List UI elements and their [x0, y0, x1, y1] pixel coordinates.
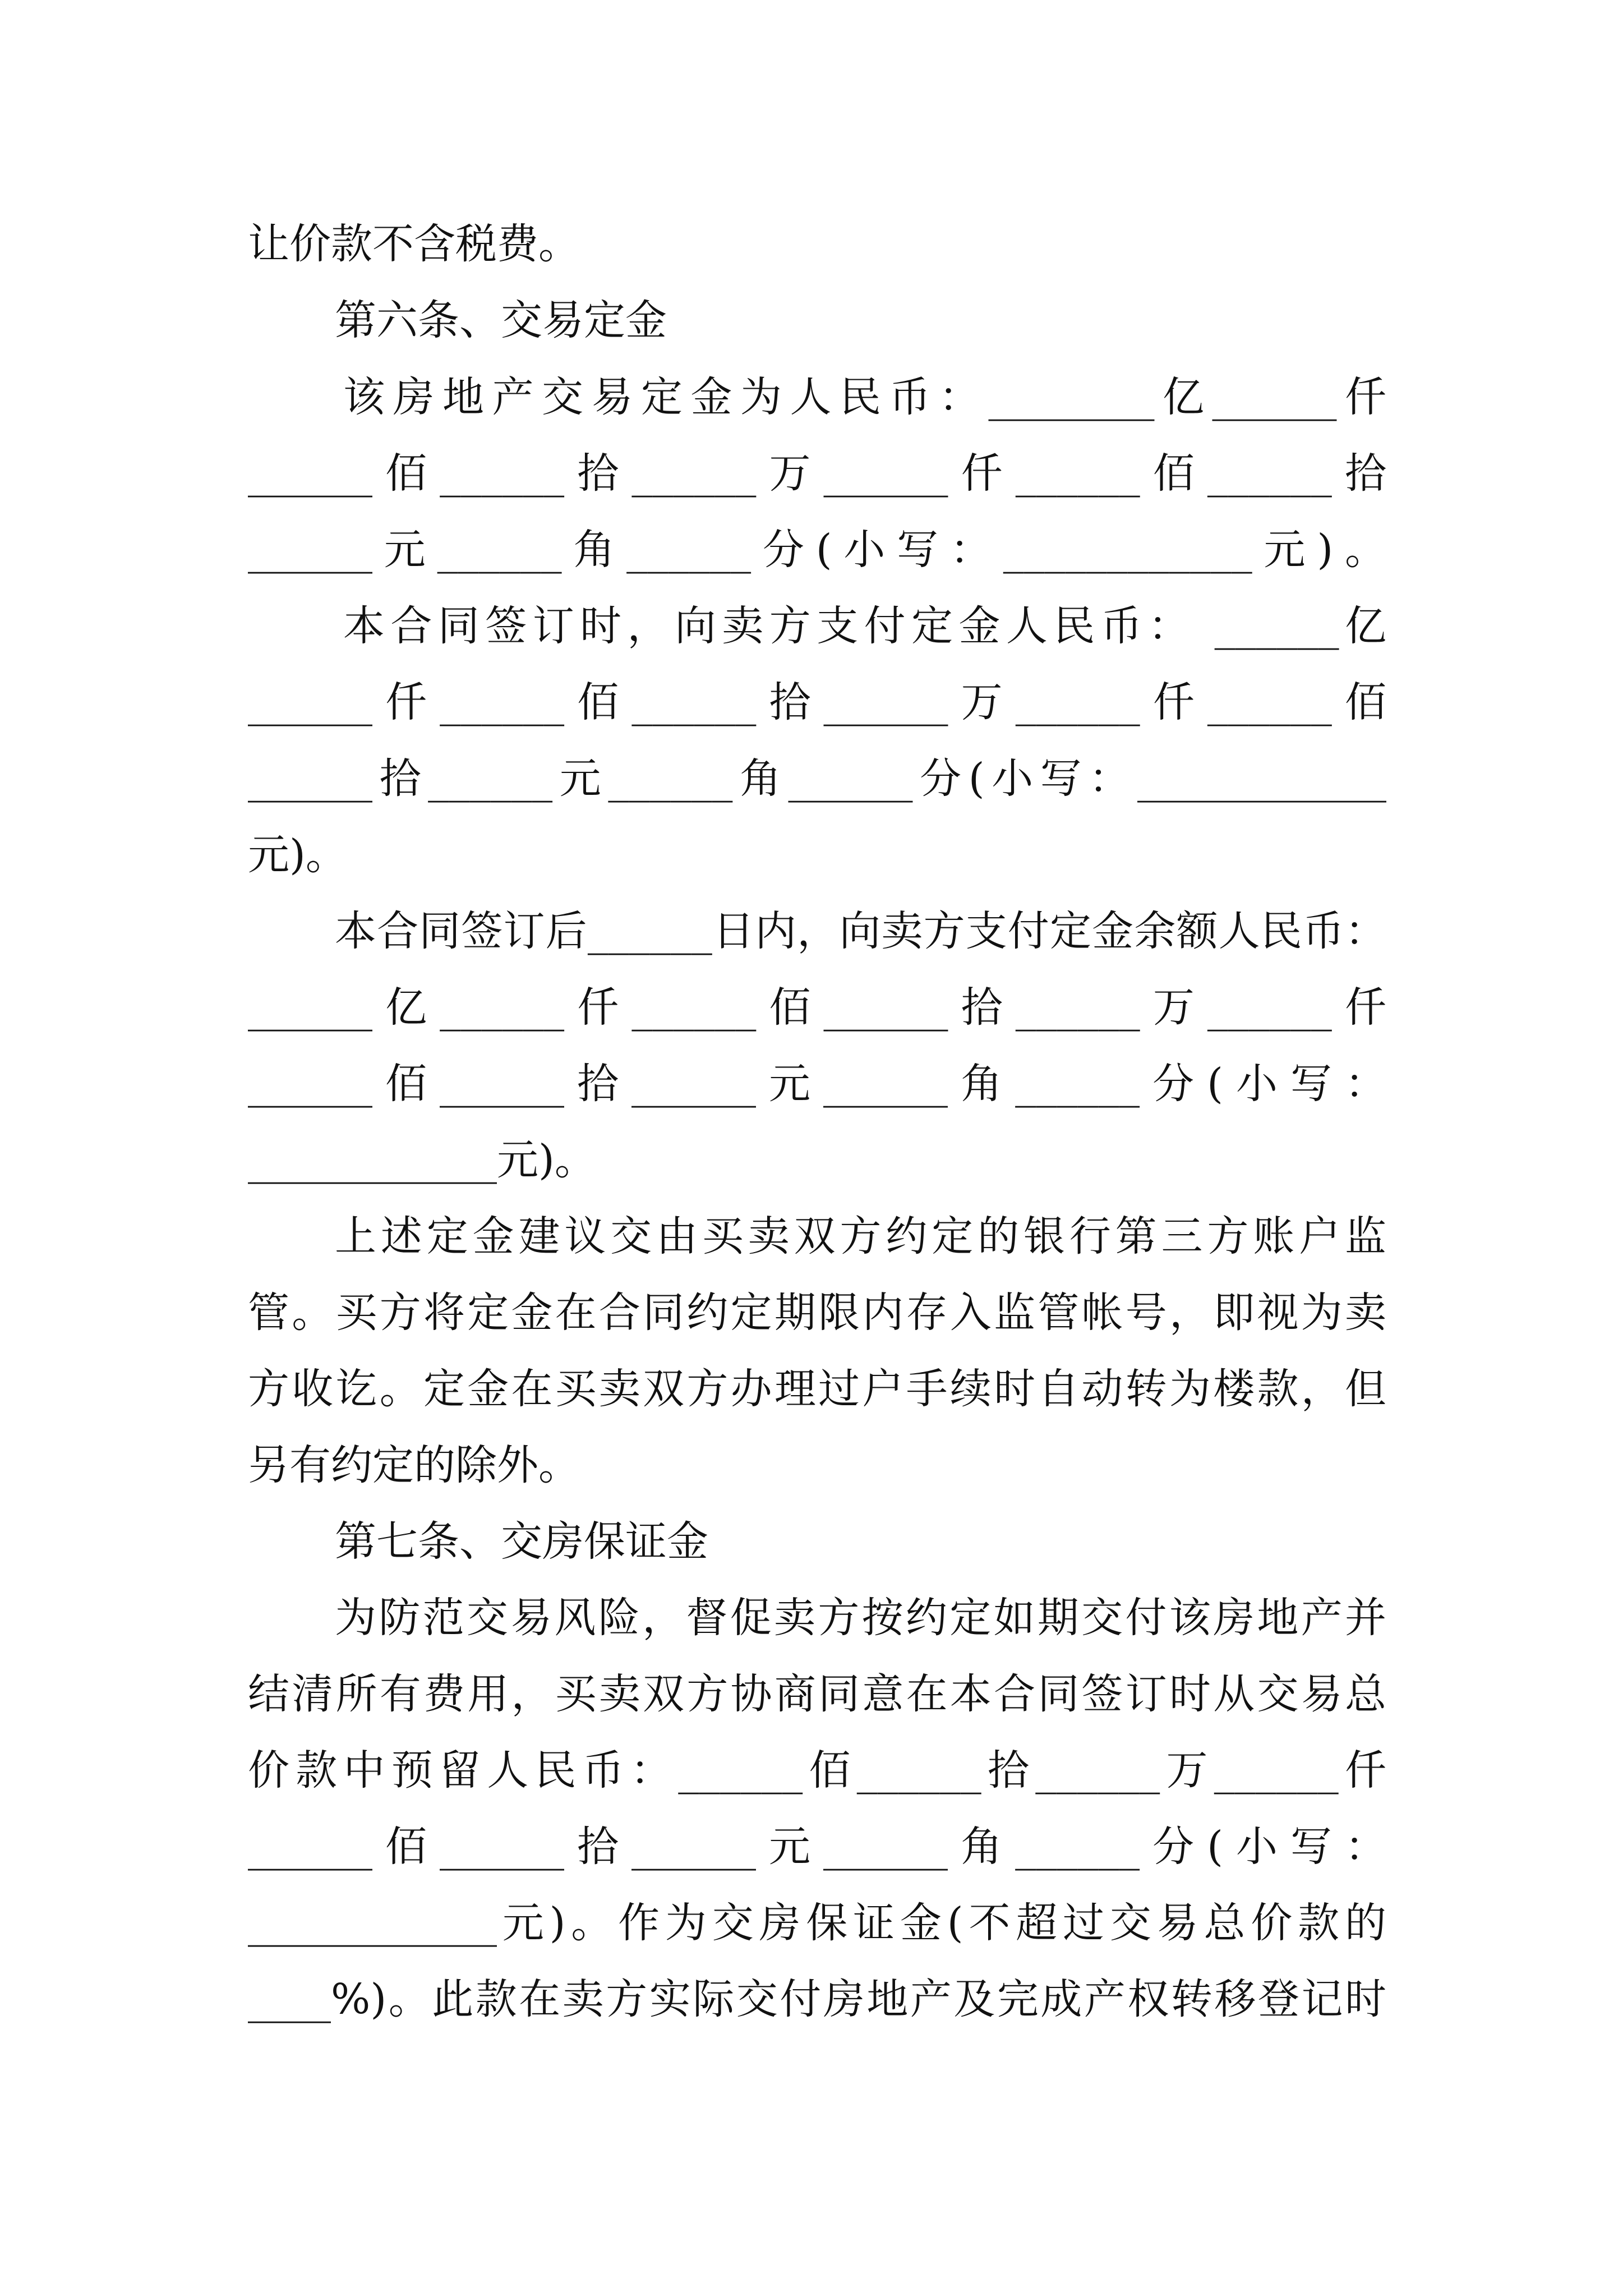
text-line: 元)。	[248, 831, 347, 879]
text-line: ______元______角______分(小写：____________元)。	[248, 526, 1386, 574]
section-heading: 第七条、交房保证金	[335, 1517, 708, 1566]
text-line: 本合同签订后______日内，向卖方支付定金余额人民币：	[335, 907, 1386, 955]
text-line: 另有约定的除外。	[248, 1441, 580, 1489]
text-line: 让价款不含税费。	[248, 220, 580, 268]
text-line: 上述定金建议交由买卖双方约定的银行第三方账户监	[335, 1212, 1386, 1260]
text-line: ______仟______佰______拾______万______仟______佰	[248, 678, 1386, 726]
text-line: 方收讫。定金在买卖双方办理过户手续时自动转为楼款，但	[248, 1365, 1386, 1413]
text-line: ____________元)。	[248, 1136, 596, 1184]
text-line: 管。买方将定金在合同约定期限内存入监管帐号，即视为卖	[248, 1289, 1386, 1337]
text-line: 为防范交易风险，督促卖方按约定如期交付该房地产并	[335, 1594, 1386, 1642]
text-line: ____________元)。作为交房保证金(不超过交易总价款的	[248, 1899, 1386, 1947]
text-line: ______佰______拾______元______角______分(小写：	[248, 1060, 1386, 1108]
text-line: ______亿______仟______佰______拾______万______仟	[248, 983, 1386, 1032]
text-line: 价款中预留人民币：______佰______拾______万______仟	[248, 1746, 1386, 1795]
text-line: 本合同签订时，向卖方支付定金人民币： ______亿	[343, 602, 1386, 650]
text-line: 结清所有费用，买卖双方协商同意在本合同签订时从交易总	[248, 1670, 1386, 1718]
text-line: 该房地产交易定金为人民币：________亿______仟	[343, 373, 1386, 421]
text-line: ______佰______拾______元______角______分(小写：	[248, 1823, 1386, 1871]
text-line: ______佰______拾______万______仟______佰______拾	[248, 449, 1386, 498]
section-heading: 第六条、交易定金	[335, 296, 667, 344]
text-line: ____%)。此款在卖方实际交付房地产及完成产权转移登记时	[248, 1975, 1386, 2023]
text-line: ______拾______元______角______分(小写：____________	[248, 754, 1386, 803]
